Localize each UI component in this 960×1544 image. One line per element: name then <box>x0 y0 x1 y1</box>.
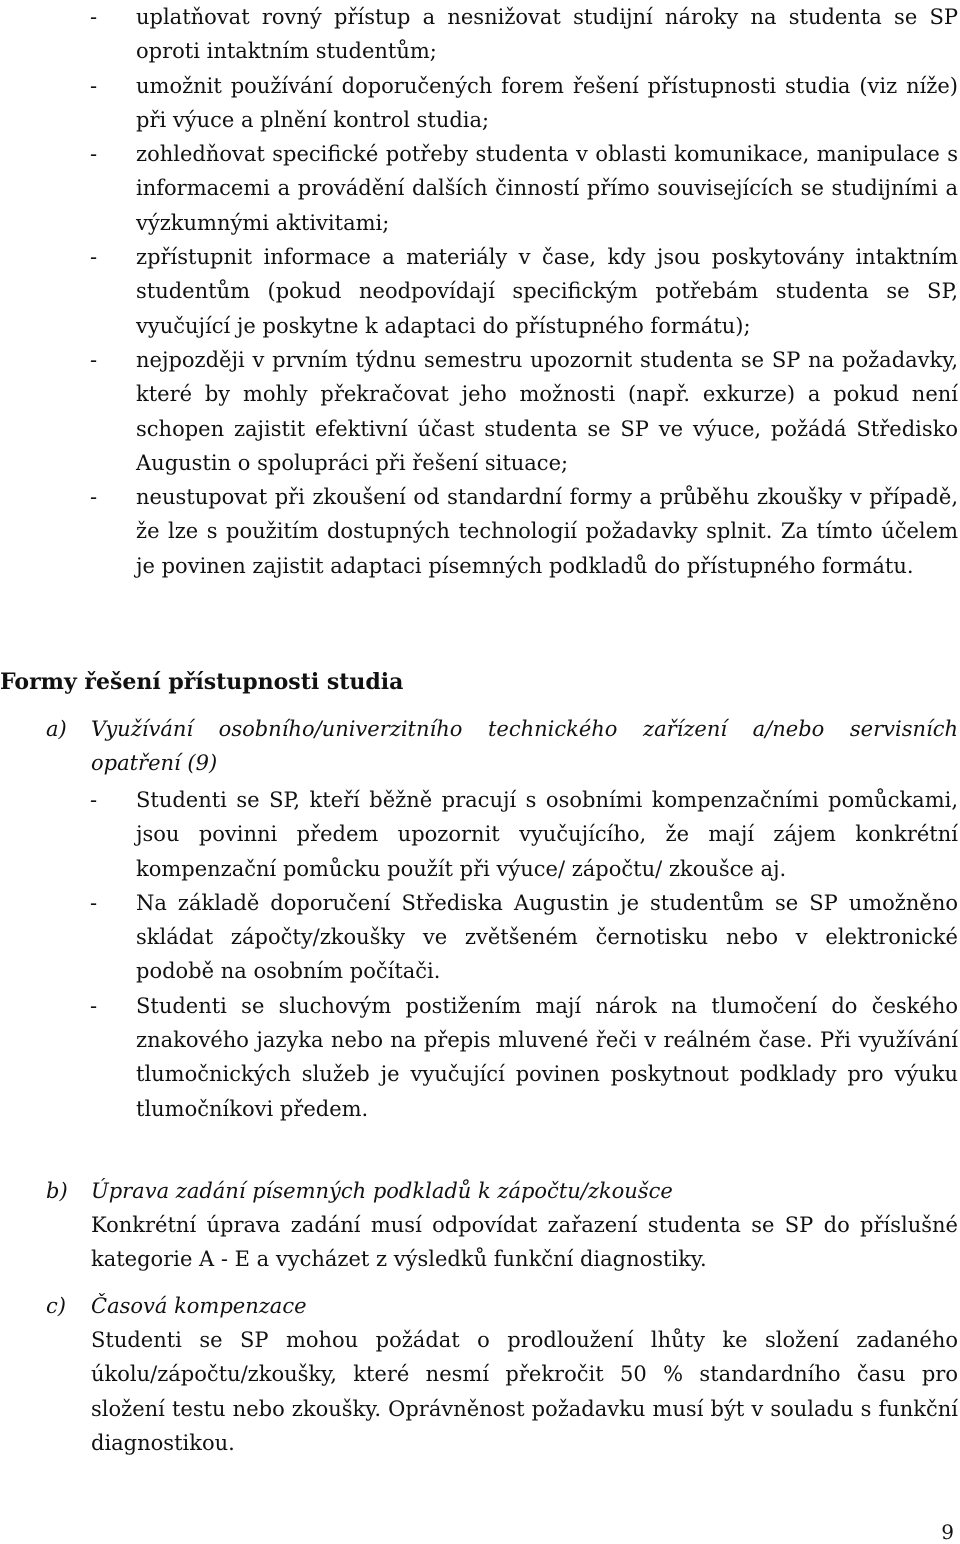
section-c-letter: c) <box>46 1294 66 1318</box>
list-item: - Na základě doporučení Střediska Augustin je studentům se SP umožněno skládat zápočty/zkoušky ve zvětšeném černotisku nebo v elektronické podobě na osobním počítači. <box>0 886 958 989</box>
list-dash: - <box>90 993 98 1018</box>
list-item: - uplatňovat rovný přístup a nesnižovat studijní nároky na studenta se SP oproti intaktním studentům; <box>0 0 958 69</box>
list-dash: - <box>90 73 98 98</box>
list-dash: - <box>90 5 98 29</box>
section-a-list <box>0 783 958 1126</box>
list-item: - zohledňovat specifické potřeby studenta v oblasti komunikace, manipulace s informacemi a provádění dalších činností přímo souvisejících se studijními a výzkumnými aktivitami; <box>0 137 958 240</box>
list-dash: - <box>90 347 98 372</box>
list-item: - nejpozději v prvním týdnu semestru upozornit studenta se SP na požadavky, které by mohly překračovat jeho možnosti (např. exkurze) a pokud není schopen zajistit efektivní účast studenta se SP ve výuce, požádá Středisko Augustin o spolupráci při řešení situace; <box>0 343 958 480</box>
section-a-letter: a) <box>46 717 67 741</box>
section-c-text: Studenti se SP mohou požádat o prodloužení lhůty ke složení zadaného úkolu/zápočtu/zkoušky, které nesmí překročit 50 % standardního času pro složení testu nebo zkoušky. Oprávněnost požadavku musí být v souladu s funkční diagnostikou. <box>91 1328 958 1455</box>
list-item: - Studenti se sluchovým postižením mají nárok na tlumočení do českého znakového jazyka nebo na přepis mluvené řeči v reálném čase. Při využívání tlumočnických služeb je vyučující povinen poskytnout podklady pro výuku tlumočníkovi předem. <box>0 989 958 1126</box>
page-number: 9 <box>941 1520 954 1544</box>
list-item: - zpřístupnit informace a materiály v čase, kdy jsou poskytovány intaktním studentům (pokud neodpovídají specifickým potřebám studenta se SP, vyučující je poskytne k adaptaci do přístupného formátu); <box>0 240 958 343</box>
section-b-letter: b) <box>46 1179 68 1203</box>
list-dash: - <box>90 245 98 270</box>
list-item: - neustupovat při zkoušení od standardní formy a průběhu zkoušky v případě, že lze s použitím dostupných technologií požadavky splnit. Za tímto účelem je povinen zajistit adaptaci písemných podkladů do přístupného formátu. <box>0 480 958 583</box>
document-page: - uplatňovat rovný přístup a nesnižovat studijní nároky na studenta se SP oproti intaktním studentům; - umožnit používání doporučených forem řešení přístupnosti studia (viz níže) při výuce a plnění kontrol studia; - zohledňovat specifické potřeby studenta v oblasti komunikace, manipulace s informacemi a provádění dalších činností přímo souvisejících se studijními a výzkumnými aktivitami; - zpřístupnit informace a materiály v čase, kdy jsou poskytovány intaktním studentům (pokud neodpovídají specifickým potřebám studenta se SP, vyučující je poskytne k adaptaci do přístupného formátu); - nejpozději v prvním týdnu semestru upozornit studenta se SP na požadavky, které by mohly překračovat jeho možnosti (např. exkurze) a pokud není schopen zajistit efektivní účast studenta se SP ve výuce, požádá Středisko Augustin o spolupráci při řešení situace; - neustupovat při zkoušení od standardní formy a průběhu zkoušky v případě, že lze s použitím dostupných technologií požadavky splnit. Za tímto účelem je povinen zajistit adaptaci písemných podkladů do přístupného formátu. Formy řešení přístupnosti studia a) Využívání osobního/univerzitního technického zařízení a/nebo servisních opatření (9) - Studenti se SP, kteří běžně pracují s osobními kompenzačními pomůckami, jsou povinni předem upozornit vyučujícího, že mají zájem konkrétní kompenzační pomůcku použít při výuce/ zápočtu/ zkoušce aj. - Na základě doporučení Střediska Augustin je studentům se SP umožněno skládat zápočty/zkoušky ve zvětšeném černotisku nebo v elektronické podobě na osobním počítači. - Studenti se sluchovým postižením mají nárok na tlumočení do českého znakového jazyka nebo na přepis mluvené řeči v reálném čase. Při využívání tlumočnických služeb je vyučující povinen poskytnout podklady pro výuku tlumočníkovi předem. b) Úprava zadání písemných podkladů k zápočtu/zkoušce Konkrétní úprava zadání musí odpovídat zařazení studenta se SP do příslušné kategorie A - E a vycházet z výsledků funkční diagnostiky. c) Časová kompenzace Studenti se SP mohou požádat o prodloužení lhůty ke složení zadaného úkolu/zápočtu/zkoušky, které nesmí překročit 50 % standardního času pro složení testu nebo zkoušky. Oprávněnost požadavku musí být v souladu s funkční diagnostikou. 9 <box>0 0 960 1543</box>
list-item: - umožnit používání doporučených forem řešení přístupnosti studia (viz níže) při výuce a plnění kontrol studia; <box>0 69 958 138</box>
section-b-text: Konkrétní úprava zadání musí odpovídat zařazení studenta se SP do příslušné kategorie A - E a vycházet z výsledků funkční diagnostiky. <box>91 1213 958 1272</box>
list-dash: - <box>90 485 98 510</box>
obligations-list <box>0 0 958 583</box>
section-heading: Formy řešení přístupnosti studia <box>0 669 404 695</box>
list-dash: - <box>90 788 98 812</box>
list-dash: - <box>90 142 98 167</box>
list-item: - Studenti se SP, kteří běžně pracují s osobními kompenzačními pomůckami, jsou povinni předem upozornit vyučujícího, že mají zájem konkrétní kompenzační pomůcku použít při výuce/ zápočtu/ zkoušce aj. <box>0 783 958 886</box>
list-dash: - <box>90 890 98 915</box>
